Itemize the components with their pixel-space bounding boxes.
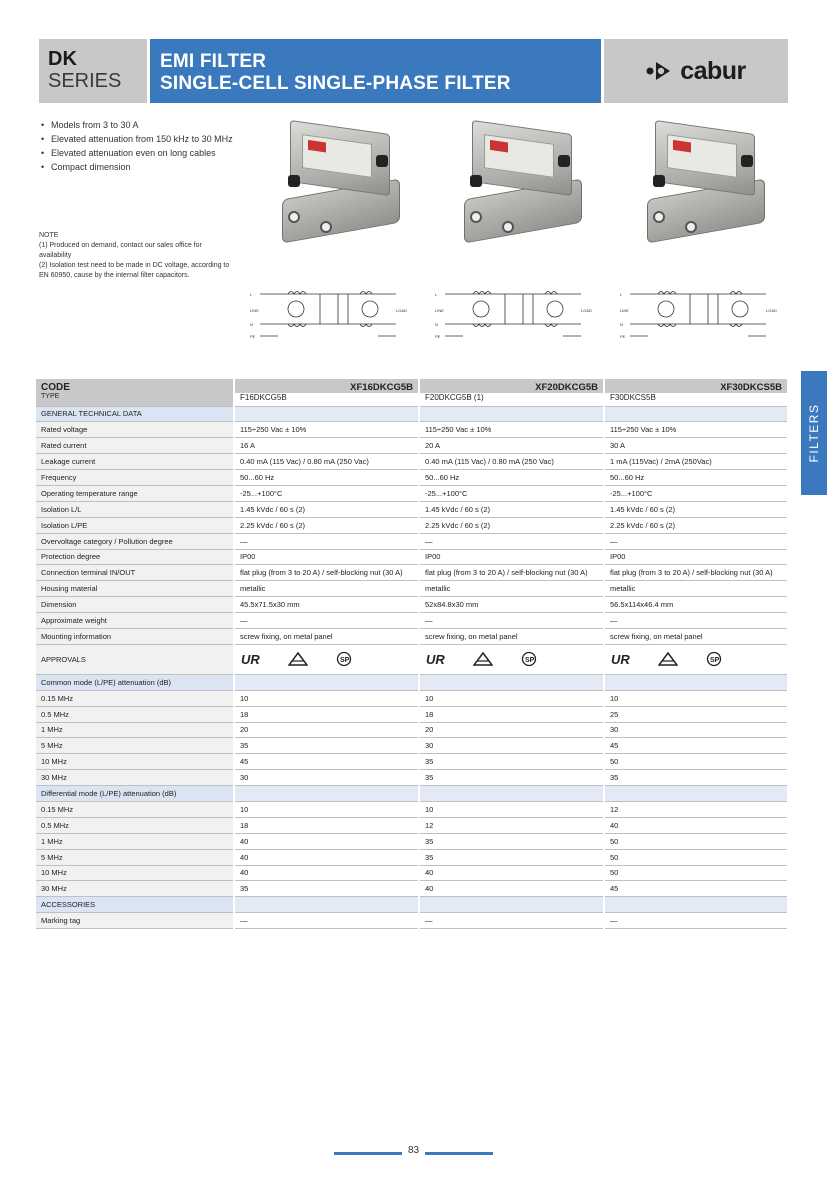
row-value: flat plug (from 3 to 20 A) / self-blocking nut (30 A) bbox=[234, 565, 419, 581]
table-row bbox=[36, 833, 788, 849]
ur-recognized-icon bbox=[610, 652, 630, 666]
row-value bbox=[234, 897, 419, 913]
spec-table bbox=[36, 379, 789, 929]
series-label: SERIES bbox=[48, 70, 122, 92]
row-value: 10 bbox=[604, 690, 788, 706]
triangle-mark-icon bbox=[288, 652, 308, 666]
row-value: -25...+100°C bbox=[419, 485, 604, 501]
row-value: screw fixing, on metal panel bbox=[604, 628, 788, 644]
row-value: metallic bbox=[234, 581, 419, 597]
table-row bbox=[36, 849, 788, 865]
table-row bbox=[36, 754, 788, 770]
model-type: F20DKCG5B (1) bbox=[419, 393, 604, 406]
row-value: 2.25 kVdc / 60 s (2) bbox=[234, 517, 419, 533]
series-code: DK bbox=[48, 48, 77, 70]
csa-icon bbox=[521, 651, 537, 667]
row-value: 10 bbox=[419, 801, 604, 817]
row-value: 30 bbox=[604, 722, 788, 738]
model-type: F16DKCG5B bbox=[234, 393, 419, 406]
product-photo-xf16 bbox=[268, 115, 418, 250]
row-value: 10 bbox=[419, 690, 604, 706]
table-row bbox=[36, 422, 788, 438]
brand-logo bbox=[604, 39, 788, 103]
row-label: 5 MHz bbox=[36, 738, 234, 754]
table-row bbox=[36, 865, 788, 881]
series-box bbox=[39, 39, 147, 103]
row-value: 40 bbox=[419, 881, 604, 897]
row-label: 1 MHz bbox=[36, 833, 234, 849]
side-tab-label: FILTERS bbox=[807, 403, 821, 463]
table-row bbox=[36, 644, 788, 674]
model-code: XF30DKCS5B bbox=[604, 379, 788, 393]
row-label: Common mode (L/PE) attenuation (dB) bbox=[36, 674, 234, 690]
schem-label-line: LINE bbox=[250, 308, 259, 313]
row-value: 115÷250 Vac ± 10% bbox=[234, 422, 419, 438]
ur-mark-text: UR bbox=[611, 652, 630, 667]
row-value: 1.45 kVdc / 60 s (2) bbox=[419, 501, 604, 517]
csa-mark-text: SP bbox=[525, 657, 535, 665]
row-value: 2.25 kVdc / 60 s (2) bbox=[419, 517, 604, 533]
row-value: 25 bbox=[604, 706, 788, 722]
row-value: 50...60 Hz bbox=[234, 470, 419, 486]
feature-item: • Elevated attenuation from 150 kHz to 30 MHz bbox=[41, 132, 236, 146]
row-value bbox=[419, 674, 604, 690]
csa-mark-text: SP bbox=[340, 657, 350, 665]
row-value: 50...60 Hz bbox=[604, 470, 788, 486]
row-value bbox=[419, 786, 604, 802]
table-row bbox=[36, 628, 788, 644]
row-value: — bbox=[234, 533, 419, 549]
schem-label-pe: PE bbox=[435, 334, 441, 339]
row-value: 18 bbox=[419, 706, 604, 722]
row-value bbox=[234, 674, 419, 690]
row-value: 56.5x114x46.4 mm bbox=[604, 597, 788, 613]
model-type: F30DKCS5B bbox=[604, 393, 788, 406]
row-value: 30 bbox=[234, 770, 419, 786]
row-value: 20 bbox=[234, 722, 419, 738]
row-label: Protection degree bbox=[36, 549, 234, 565]
row-label: 0.15 MHz bbox=[36, 801, 234, 817]
row-value: 115÷250 Vac ± 10% bbox=[604, 422, 788, 438]
row-value bbox=[604, 897, 788, 913]
row-label: 1 MHz bbox=[36, 722, 234, 738]
csa-icon bbox=[706, 651, 722, 667]
row-label: 10 MHz bbox=[36, 754, 234, 770]
row-label: Rated voltage bbox=[36, 422, 234, 438]
schematic-diagram bbox=[618, 288, 778, 343]
row-value: 35 bbox=[419, 754, 604, 770]
row-value bbox=[604, 406, 788, 422]
row-label: Frequency bbox=[36, 470, 234, 486]
row-value bbox=[419, 406, 604, 422]
feature-item: • Models from 3 to 30 A bbox=[41, 118, 236, 132]
row-label: Dimension bbox=[36, 597, 234, 613]
table-row bbox=[36, 517, 788, 533]
row-value: 45 bbox=[604, 738, 788, 754]
row-value: 30 A bbox=[604, 438, 788, 454]
page-footer bbox=[334, 1145, 493, 1165]
row-value: -25...+100°C bbox=[234, 485, 419, 501]
row-value: 115÷250 Vac ± 10% bbox=[419, 422, 604, 438]
code-label: CODE bbox=[36, 379, 234, 393]
table-row bbox=[36, 613, 788, 629]
row-label: Leakage current bbox=[36, 454, 234, 470]
table-row bbox=[36, 722, 788, 738]
triangle-mark-icon bbox=[658, 652, 678, 666]
row-label: Approximate weight bbox=[36, 613, 234, 629]
row-value: flat plug (from 3 to 20 A) / self-blocking nut (30 A) bbox=[604, 565, 788, 581]
row-value: 40 bbox=[234, 833, 419, 849]
row-label: 5 MHz bbox=[36, 849, 234, 865]
section-header-row bbox=[36, 406, 788, 422]
schem-label-l: L bbox=[250, 292, 253, 297]
row-value: 40 bbox=[234, 865, 419, 881]
row-label: Overvoltage category / Pollution degree bbox=[36, 533, 234, 549]
model-code: XF16DKCG5B bbox=[234, 379, 419, 393]
feature-list bbox=[41, 118, 236, 174]
row-label: Isolation L/L bbox=[36, 501, 234, 517]
row-value: — bbox=[234, 613, 419, 629]
row-value: 20 A bbox=[419, 438, 604, 454]
table-row bbox=[36, 485, 788, 501]
row-label: Marking tag bbox=[36, 913, 234, 929]
row-label: 30 MHz bbox=[36, 881, 234, 897]
row-value bbox=[604, 674, 788, 690]
schem-label-load: LOAD bbox=[581, 308, 592, 313]
row-label: GENERAL TECHNICAL DATA bbox=[36, 406, 234, 422]
table-row bbox=[36, 533, 788, 549]
schem-label-load: LOAD bbox=[766, 308, 777, 313]
row-value bbox=[234, 786, 419, 802]
type-label: TYPE bbox=[36, 393, 234, 406]
row-value: 18 bbox=[234, 817, 419, 833]
row-value: 50...60 Hz bbox=[419, 470, 604, 486]
schem-label-l: L bbox=[435, 292, 438, 297]
title-line-2: SINGLE-CELL SINGLE-PHASE FILTER bbox=[160, 73, 511, 94]
row-value: 1 mA (115Vac) / 2mA (250Vac) bbox=[604, 454, 788, 470]
row-value: — bbox=[234, 913, 419, 929]
section-header-row bbox=[36, 786, 788, 802]
row-value: 50 bbox=[604, 833, 788, 849]
row-value: 12 bbox=[419, 817, 604, 833]
approval-icons bbox=[604, 644, 788, 674]
row-value bbox=[419, 897, 604, 913]
row-value: IP00 bbox=[419, 549, 604, 565]
row-value: 50 bbox=[604, 865, 788, 881]
row-value: metallic bbox=[419, 581, 604, 597]
schem-label-pe: PE bbox=[620, 334, 626, 339]
row-value: screw fixing, on metal panel bbox=[234, 628, 419, 644]
row-label: 0.5 MHz bbox=[36, 706, 234, 722]
row-value: 18 bbox=[234, 706, 419, 722]
row-value: 10 bbox=[234, 801, 419, 817]
row-value: 0.40 mA (115 Vac) / 0.80 mA (250 Vac) bbox=[234, 454, 419, 470]
row-value: 35 bbox=[234, 881, 419, 897]
row-label: Rated current bbox=[36, 438, 234, 454]
page-number: 83 bbox=[407, 1145, 420, 1156]
row-value: 12 bbox=[604, 801, 788, 817]
note-block bbox=[39, 231, 234, 281]
row-label: APPROVALS bbox=[36, 644, 234, 674]
table-row bbox=[36, 454, 788, 470]
row-value: 16 A bbox=[234, 438, 419, 454]
row-label: ACCESSORIES bbox=[36, 897, 234, 913]
table-row bbox=[36, 565, 788, 581]
row-value: 35 bbox=[604, 770, 788, 786]
row-value: — bbox=[419, 613, 604, 629]
row-value: 45.5x71.5x30 mm bbox=[234, 597, 419, 613]
model-code: XF20DKCG5B bbox=[419, 379, 604, 393]
row-value: screw fixing, on metal panel bbox=[419, 628, 604, 644]
ur-mark-text: UR bbox=[241, 652, 260, 667]
section-header-row bbox=[36, 897, 788, 913]
row-value: 52x84.8x30 mm bbox=[419, 597, 604, 613]
row-value: 40 bbox=[419, 865, 604, 881]
row-value: 50 bbox=[604, 754, 788, 770]
row-value: 40 bbox=[234, 849, 419, 865]
row-value: 35 bbox=[419, 770, 604, 786]
schem-label-n: N bbox=[435, 322, 438, 327]
csa-mark-text: SP bbox=[710, 657, 720, 665]
row-label: Isolation L/PE bbox=[36, 517, 234, 533]
triangle-mark-icon bbox=[473, 652, 493, 666]
feature-item: • Elevated attenuation even on long cables bbox=[41, 146, 236, 160]
row-label: 0.15 MHz bbox=[36, 690, 234, 706]
schem-label-load: LOAD bbox=[396, 308, 407, 313]
row-value: — bbox=[604, 613, 788, 629]
brand-name: cabur bbox=[680, 56, 746, 85]
approval-icons bbox=[419, 644, 604, 674]
table-row bbox=[36, 881, 788, 897]
schematic-diagram bbox=[248, 288, 408, 343]
table-code-row bbox=[36, 379, 788, 393]
table-row bbox=[36, 706, 788, 722]
row-value: 2.25 kVdc / 60 s (2) bbox=[604, 517, 788, 533]
row-label: 0.5 MHz bbox=[36, 817, 234, 833]
schem-label-n: N bbox=[620, 322, 623, 327]
row-value: 50 bbox=[604, 849, 788, 865]
row-value: — bbox=[419, 533, 604, 549]
row-label: 10 MHz bbox=[36, 865, 234, 881]
table-row bbox=[36, 470, 788, 486]
schem-label-line: LINE bbox=[435, 308, 444, 313]
feature-item: • Compact dimension bbox=[41, 160, 236, 174]
table-row bbox=[36, 913, 788, 929]
title-box bbox=[150, 39, 601, 103]
row-value: 35 bbox=[419, 849, 604, 865]
row-value: 20 bbox=[419, 722, 604, 738]
table-row bbox=[36, 581, 788, 597]
row-value: -25...+100°C bbox=[604, 485, 788, 501]
table-row bbox=[36, 690, 788, 706]
table-type-row bbox=[36, 393, 788, 406]
product-photo-xf20 bbox=[450, 115, 600, 250]
schematic-diagram bbox=[433, 288, 593, 343]
row-value: 40 bbox=[604, 817, 788, 833]
table-row bbox=[36, 770, 788, 786]
row-value: — bbox=[604, 913, 788, 929]
approval-icons bbox=[234, 644, 419, 674]
title-line-1: EMI FILTER bbox=[160, 51, 267, 72]
table-row bbox=[36, 817, 788, 833]
schem-label-n: N bbox=[250, 322, 253, 327]
row-value: — bbox=[604, 533, 788, 549]
schem-label-l: L bbox=[620, 292, 623, 297]
row-value: flat plug (from 3 to 20 A) / self-blocking nut (30 A) bbox=[419, 565, 604, 581]
table-row bbox=[36, 549, 788, 565]
row-value: 30 bbox=[419, 738, 604, 754]
table-row bbox=[36, 597, 788, 613]
row-label: Differential mode (L/PE) attenuation (dB) bbox=[36, 786, 234, 802]
csa-icon bbox=[336, 651, 352, 667]
row-value bbox=[604, 786, 788, 802]
ur-recognized-icon bbox=[425, 652, 445, 666]
table-row bbox=[36, 801, 788, 817]
table-row bbox=[36, 501, 788, 517]
schem-label-line: LINE bbox=[620, 308, 629, 313]
row-value: IP00 bbox=[604, 549, 788, 565]
row-value: — bbox=[419, 913, 604, 929]
section-side-tab bbox=[801, 371, 827, 495]
row-label: 30 MHz bbox=[36, 770, 234, 786]
row-value: metallic bbox=[604, 581, 788, 597]
row-value: 35 bbox=[419, 833, 604, 849]
row-value bbox=[234, 406, 419, 422]
row-value: 1.45 kVdc / 60 s (2) bbox=[604, 501, 788, 517]
row-value: IP00 bbox=[234, 549, 419, 565]
schem-label-pe: PE bbox=[250, 334, 256, 339]
cabur-logo-icon bbox=[646, 60, 676, 82]
row-label: Connection terminal IN/OUT bbox=[36, 565, 234, 581]
ur-mark-text: UR bbox=[426, 652, 445, 667]
row-value: 45 bbox=[234, 754, 419, 770]
row-label: Mounting information bbox=[36, 628, 234, 644]
note-line: (1) Produced on demand, contact our sales office for availability bbox=[39, 242, 202, 259]
note-title: NOTE bbox=[39, 232, 59, 239]
row-value: 0.40 mA (115 Vac) / 0.80 mA (250 Vac) bbox=[419, 454, 604, 470]
note-line: (2) Isolation test need to be made in DC voltage, according to EN 60950, cause by the internal filter capacitors. bbox=[39, 262, 230, 279]
row-label: Operating temperature range bbox=[36, 485, 234, 501]
row-value: 10 bbox=[234, 690, 419, 706]
row-value: 45 bbox=[604, 881, 788, 897]
ur-recognized-icon bbox=[240, 652, 260, 666]
table-row bbox=[36, 738, 788, 754]
product-photo-xf30 bbox=[633, 115, 783, 250]
row-value: 1.45 kVdc / 60 s (2) bbox=[234, 501, 419, 517]
row-label: Housing material bbox=[36, 581, 234, 597]
row-value: 35 bbox=[234, 738, 419, 754]
section-header-row bbox=[36, 674, 788, 690]
table-row bbox=[36, 438, 788, 454]
